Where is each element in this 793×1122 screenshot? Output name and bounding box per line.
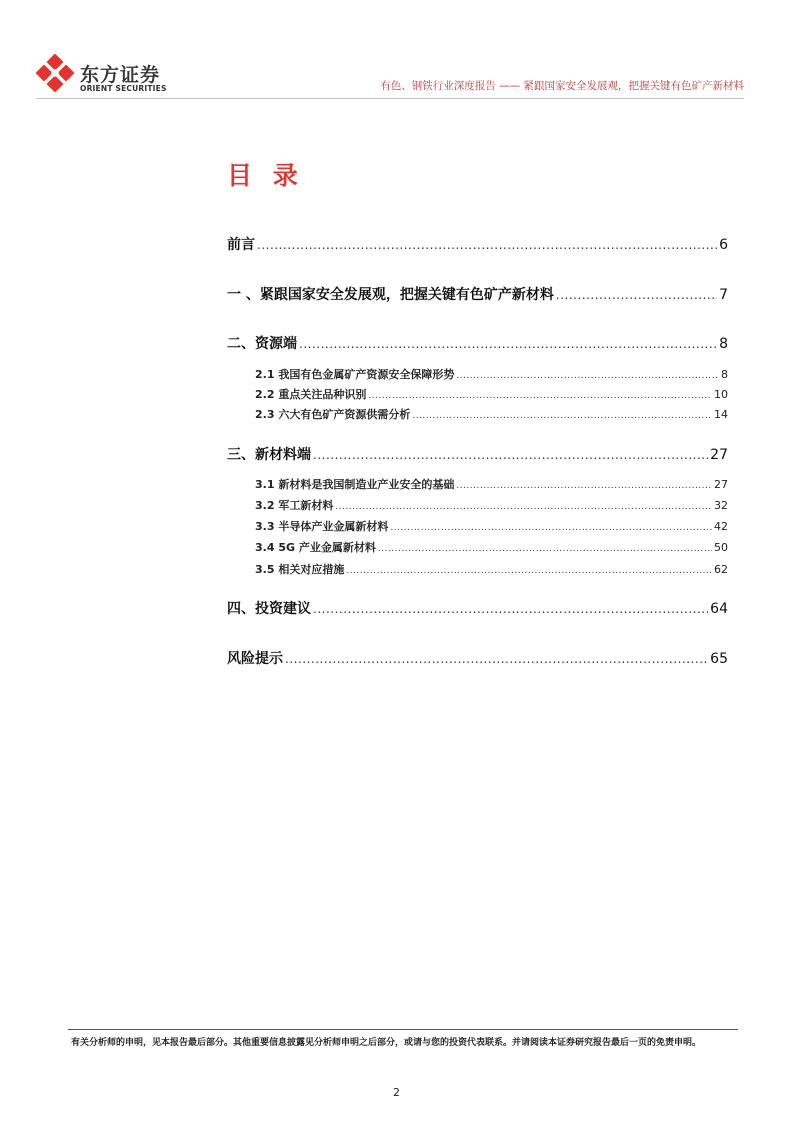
toc-entry-chapter-3[interactable] <box>227 444 728 464</box>
toc-entry-label: 一 、紧跟国家安全发展观，把握关键有色矿产新材料 <box>227 287 554 303</box>
toc-entry-section-3-4[interactable] <box>255 539 728 555</box>
toc-entry-page: 8 <box>719 336 728 352</box>
toc-entry-section-3-1[interactable] <box>255 476 728 492</box>
toc-entry-label: 三、新材料端 <box>227 447 311 463</box>
toc-leader-dots <box>285 652 708 666</box>
toc-entry-page: 64 <box>710 601 728 617</box>
toc-entry-page: 27 <box>714 478 728 491</box>
toc-entry-page: 32 <box>714 499 728 512</box>
toc-entry-label: 3.4 5G 产业金属新材料 <box>255 541 376 554</box>
toc-leader-dots <box>313 602 708 616</box>
toc-heading: 目 录 <box>227 161 304 190</box>
toc-leader-dots <box>257 238 717 252</box>
report-title: 有色、钢铁行业深度报告 —— 紧跟国家安全发展观，把握关键有色矿产新材料 <box>380 80 744 92</box>
toc-entry-section-3-5[interactable] <box>255 561 728 577</box>
toc-entry-risk-warning[interactable] <box>227 648 728 668</box>
toc-entry-chapter-4[interactable] <box>227 598 728 618</box>
toc-entry-section-2-1[interactable] <box>255 366 728 382</box>
toc-entry-page: 7 <box>719 287 728 303</box>
toc-entry-label: 3.2 军工新材料 <box>255 499 334 512</box>
toc-leader-dots <box>556 288 717 302</box>
toc-leader-dots <box>368 391 712 401</box>
toc-leader-dots <box>456 371 719 381</box>
toc-entry-page: 10 <box>714 388 728 401</box>
toc-entry-label: 四、投资建议 <box>227 601 311 617</box>
toc-entry-section-2-2[interactable] <box>255 386 728 402</box>
toc-entry-label: 二、资源端 <box>227 336 297 352</box>
toc-entry-label: 3.5 相关对应措施 <box>255 563 345 576</box>
toc-leader-dots <box>335 502 712 512</box>
page-number: 2 <box>393 1086 400 1099</box>
toc-entry-label: 2.3 六大有色矿产资源供需分析 <box>255 408 411 421</box>
page-header <box>36 48 744 100</box>
toc-entry-label: 前言 <box>227 237 255 253</box>
toc-entry-chapter-1[interactable] <box>227 284 728 304</box>
toc-entry-page: 6 <box>719 237 728 253</box>
header-divider <box>36 98 744 99</box>
orient-securities-logo-icon <box>36 54 74 92</box>
toc-leader-dots <box>390 523 712 533</box>
toc-entry-section-2-3[interactable] <box>255 406 728 422</box>
toc-entry-chapter-2[interactable] <box>227 333 728 353</box>
toc-entry-section-3-3[interactable] <box>255 518 728 534</box>
toc-entry-label: 3.1 新材料是我国制造业产业安全的基础 <box>255 478 455 491</box>
toc-entry-page: 62 <box>714 563 728 576</box>
toc-entry-page: 42 <box>714 520 728 533</box>
toc-entry-page: 50 <box>714 541 728 554</box>
toc-entry-label: 风险提示 <box>227 651 283 667</box>
footer-disclaimer: 有关分析师的申明，见本报告最后部分。其他重要信息披露见分析师申明之后部分，或请与您的投资代表联系。并请阅读本证券研究报告最后一页的免责申明。 <box>71 1038 702 1048</box>
toc-entry-page: 14 <box>714 408 728 421</box>
toc-leader-dots <box>456 481 712 491</box>
toc-leader-dots <box>346 566 712 576</box>
toc-leader-dots <box>313 448 708 462</box>
toc-leader-dots <box>412 411 712 421</box>
toc-entry-label: 2.1 我国有色金属矿产资源安全保障形势 <box>255 368 455 381</box>
toc-entry-section-3-2[interactable] <box>255 497 728 513</box>
logo-english-name: ORIENT SECURITIES <box>80 84 167 93</box>
toc-leader-dots <box>378 544 712 554</box>
footer-divider <box>68 1029 738 1030</box>
toc-entry-page: 8 <box>721 368 728 381</box>
toc-entry-page: 65 <box>710 651 728 667</box>
toc-entry-preface[interactable] <box>227 234 728 254</box>
toc-entry-label: 3.3 半导体产业金属新材料 <box>255 520 389 533</box>
company-logo <box>36 54 186 94</box>
toc-entry-label: 2.2 重点关注品种识别 <box>255 388 367 401</box>
toc-leader-dots <box>299 337 717 351</box>
logo-chinese-name: 东方证券 <box>80 64 161 86</box>
toc-entry-page: 27 <box>710 447 728 463</box>
